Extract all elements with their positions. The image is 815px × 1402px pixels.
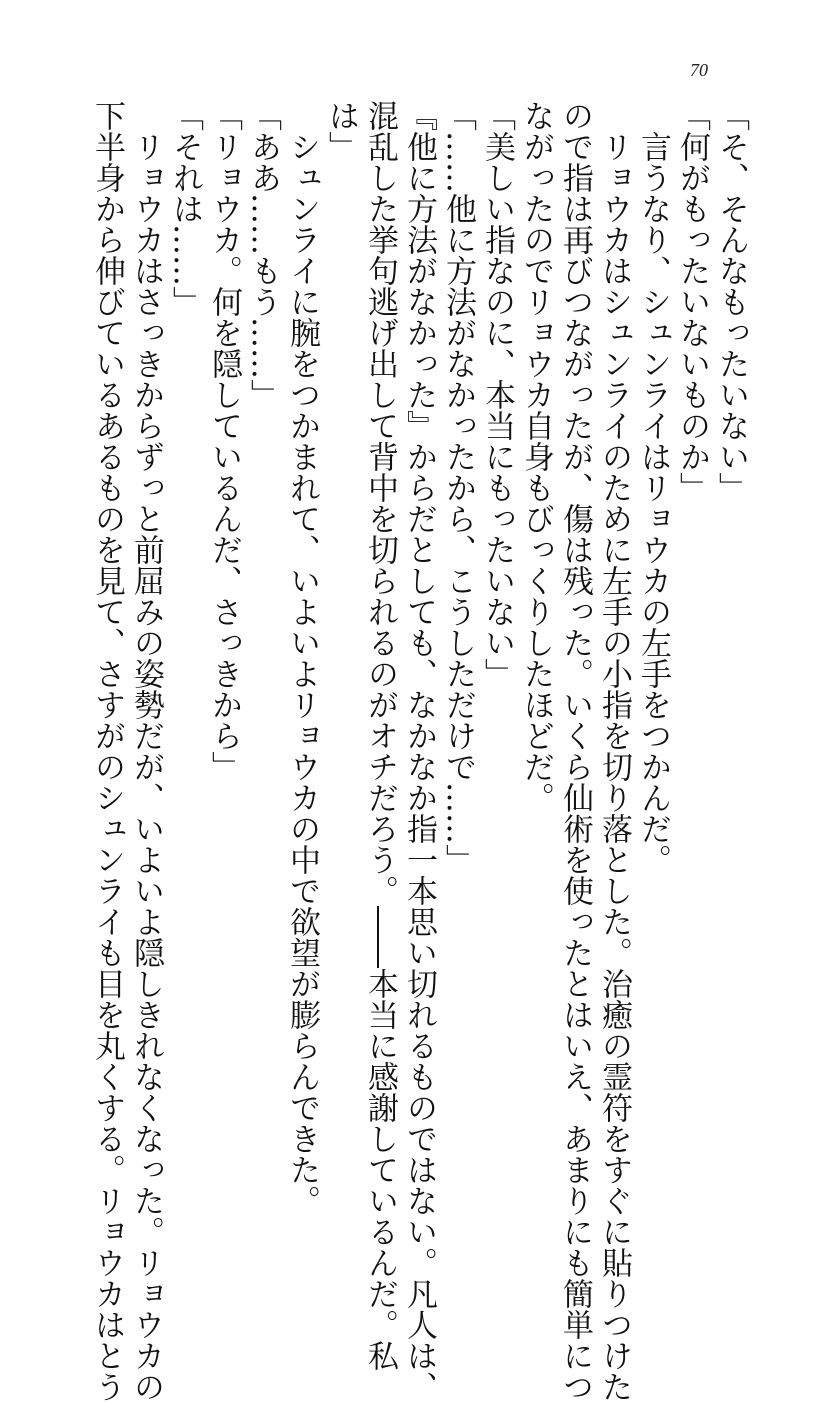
vertical-text-block bbox=[87, 100, 750, 1402]
text-line: リョウカはシュンライのために左手の小指を切り落とした。治癒の霊符をすぐに貼りつけた bbox=[596, 100, 632, 1402]
text-line: リョウカはさっきからずっと前屈みの姿勢だが、いよいよ隠しきれなくなった。リョウカの bbox=[128, 100, 164, 1402]
text-line: 「リョウカ。何を隠しているんだ、さっきから」 bbox=[206, 100, 242, 782]
text-line: 「何がもったいないものか」 bbox=[674, 100, 710, 503]
text-line: 『他に方法がなかった』からだとしても、なかなか指一本思い切れるものではない。凡人は、 bbox=[401, 100, 437, 1402]
text-line: シュンライに腕をつかまれて、いよいよリョウカの中で欲望が膨らんできた。 bbox=[284, 100, 320, 1216]
text-line: 「……他に方法がなかったから、こうしただけで……」 bbox=[440, 100, 476, 875]
text-line: 混乱した挙句逃げ出して背中を切られるのがオチだろう。――本当に感謝しているんだ。私 bbox=[362, 100, 398, 1371]
text-line: 「ああ……もう……」 bbox=[245, 100, 281, 410]
text-line: 「そ、そんなもったいない」 bbox=[713, 100, 749, 503]
text-line: 「美しい指なのに、本当にもったいない」 bbox=[479, 100, 515, 689]
text-line: 言うなり、シュンライはリョウカの左手をつかんだ。 bbox=[635, 100, 671, 875]
text-line: 下半身から伸びているあるものを見て、さすがのシュンライも目を丸くする。リョウカはとう bbox=[89, 100, 125, 1402]
page-number: 70 bbox=[690, 60, 708, 80]
text-line: ながったのでリョウカ自身もびっくりしたほどだ。 bbox=[518, 100, 554, 813]
text-line: 「それは……」 bbox=[167, 100, 203, 317]
text-line: ので指は再びつながったが、傷は残った。いくら仙術を使ったとはいえ、あまりにも簡単につ bbox=[557, 100, 593, 1402]
text-line: は」 bbox=[323, 100, 359, 162]
